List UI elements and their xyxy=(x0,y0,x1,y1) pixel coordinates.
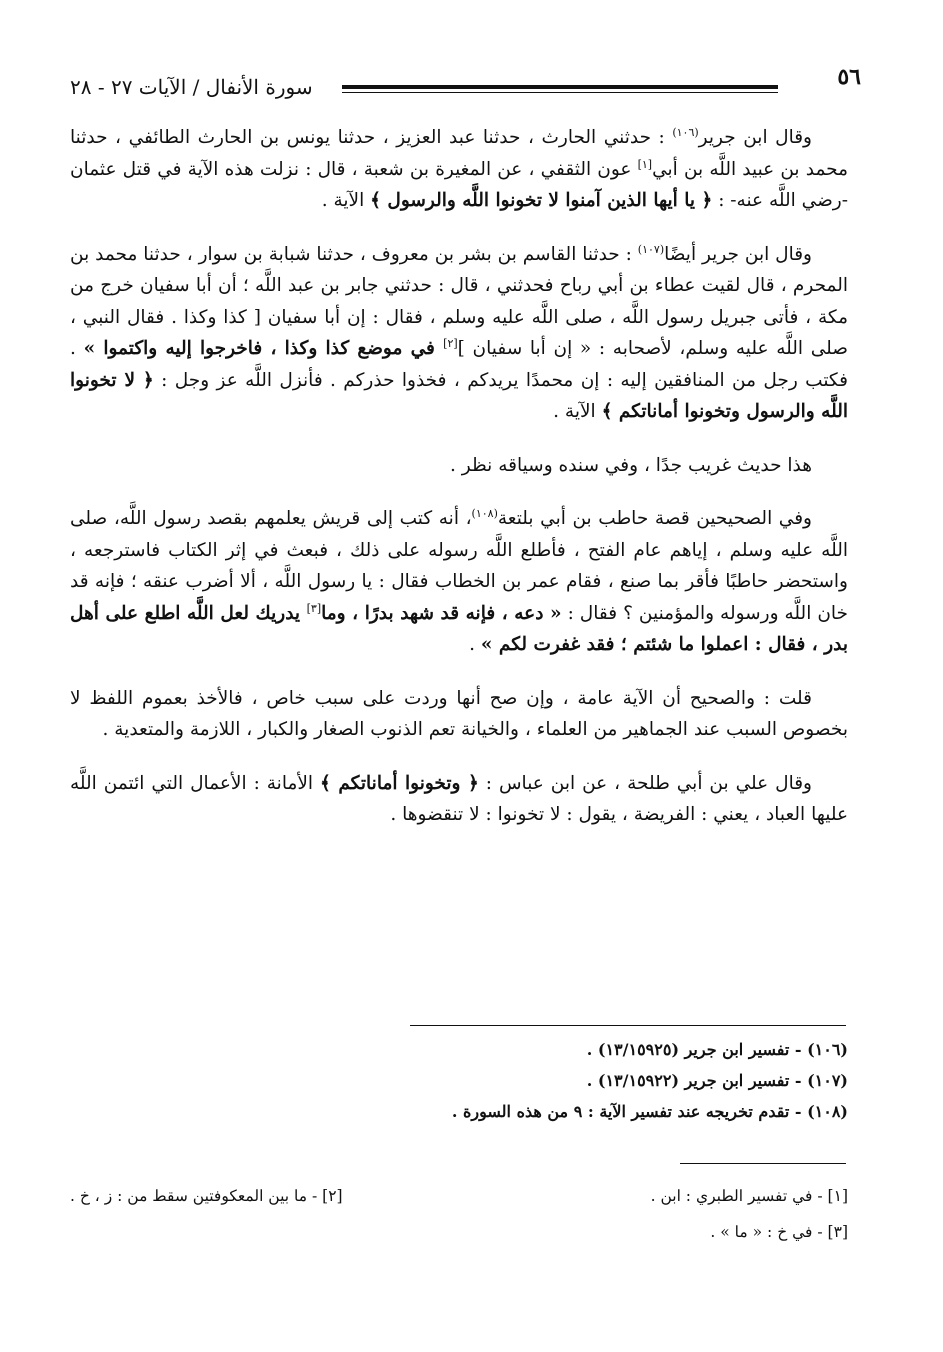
footnote-ref: (١٠٧) xyxy=(637,242,665,256)
quran-quote: ﴿ يا أيها الذين آمنوا لا تخونوا اللَّه والرسول ﴾ xyxy=(370,190,713,211)
text-segment: : حدثني الحارث ، حدثنا عبد العزيز ، حدثنا يونس بن الحارث الطائفي ، حدثنا محمد بن عبيد اللَّه بن أبي xyxy=(70,127,848,180)
apparatus-note-3: [٣] - في خ : « ما » . xyxy=(710,1223,848,1241)
paragraph-5: قلت : والصحيح أن الآية عامة ، وإن صح أنها وردت على سبب خاص ، فالأخذ بعموم اللفظ لا بخصوص السبب عند الجماهير من العلماء ، والخيانة تعم الذنوب الصغار والكبار ، اللازمة والمتعدية . xyxy=(70,687,848,740)
apparatus-row xyxy=(70,1178,848,1214)
header-rule xyxy=(342,85,778,89)
paragraph-4 xyxy=(70,503,848,661)
footnote-ref: (١٠٨) xyxy=(471,506,498,520)
header-rule-thin xyxy=(342,92,778,93)
footnote-107: (١٠٧) - تفسير ابن جرير (١٣/١٥٩٢٢) . xyxy=(586,1071,848,1090)
quran-quote: ﴿ وتخونوا أماناتكم ﴾ xyxy=(320,772,479,794)
apparatus-note-1: [١] - في تفسير الطبري : ابن . xyxy=(650,1187,848,1205)
text-segment: ، أنه كتب إلى قريش يعلمهم بقصد رسول اللَّه، صلى اللَّه عليه وسلم ، إياهم عام الفتح ، فأطلع اللَّه رسوله على ذلك ، فبعث في إثر الكتاب فاسترجعه ، واستحضر حاطبًا فأقر بما صنع ، فقام عمر بن الخطاب فقال : يا رسول اللَّه ، ألا أضرب عنقه ؛ فإنه قد خان اللَّه ورسوله والمؤمنين ؟ فقال : xyxy=(70,508,848,624)
text-segment: . فكتب رجل من المنافقين إليه : إن محمدًا يريدكم ، فخذوا حذركم . فأنزل اللَّه عز وجل : xyxy=(70,338,848,391)
hadith-bold: يدريك لعل اللَّه اطلع على أهل بدر ، فقال : اعملوا ما شئتم ؛ فقد غفرت لكم » xyxy=(70,602,848,655)
quran-quote: ﴿ لا تخونوا اللَّه والرسول وتخونوا أماناتكم ﴾ xyxy=(70,369,848,422)
footnotes xyxy=(70,1034,848,1127)
text-segment: الأمانة : الأعمال التي ائتمن اللَّه عليها العباد ، يعني : الفريضة ، يقول : لا تخونوا : لا تنقضوها . xyxy=(70,772,848,825)
hadith-bold: « دعه ، فإنه قد شهد بدرًا ، وما xyxy=(321,602,562,624)
text-segment: وفي الصحيحين قصة حاطب بن أبي بلتعة xyxy=(497,508,812,529)
footnote-106: (١٠٦) - تفسير ابن جرير (١٣/١٥٩٢٥) . xyxy=(586,1040,848,1059)
text-segment: . xyxy=(469,634,481,655)
running-title: سورة الأنفال / الآيات ٢٧ - ٢٨ xyxy=(70,75,313,99)
text-segment: عون الثقفي ، عن المغيرة بن شعبة ، قال : نزلت هذه الآية في قتل عثمان -رضي اللَّه عنه- : xyxy=(70,158,848,211)
text-segment: وقال ابن جرير xyxy=(698,127,812,148)
critical-apparatus xyxy=(70,1178,848,1250)
page-number: ٥٦ xyxy=(837,64,861,90)
footnotes-rule xyxy=(410,1025,846,1026)
paragraph-3: هذا حديث غريب جدًا ، وفي سنده وسياقه نظر . xyxy=(450,454,812,476)
paragraph-6 xyxy=(70,768,848,831)
text-segment: وقال علي بن أبي طلحة ، عن ابن عباس : xyxy=(478,772,812,794)
apparatus-ref: [٢] xyxy=(443,336,458,350)
apparatus-rule xyxy=(680,1163,846,1164)
text-segment: وقال ابن جرير أيضًا xyxy=(664,243,812,265)
apparatus-row xyxy=(70,1214,848,1250)
paragraph-1 xyxy=(70,122,848,217)
text-segment: الآية . xyxy=(553,401,602,422)
footnote-108: (١٠٨) - تقدم تخريجه عند تفسير الآية : ٩ من هذه السورة . xyxy=(451,1102,848,1121)
text-segment: الآية . xyxy=(321,190,371,211)
text-segment: : حدثنا القاسم بن بشر بن معروف ، حدثنا شبابة بن سوار ، حدثنا محمد بن المحرم ، قال لقيت عطاء بن أبي رباح فحدثني ، قال : حدثني جابر بن عبد اللَّه ؛ أن أبا سفيان خرج من مكة ، فأتى جبريل رسول اللَّه ، صلى اللَّه عليه وسلم ، فقال : إن أبا سفيان [ كذا وكذا . فقال النبي ، صلى اللَّه عليه وسلم، لأصحابه : « إن أبا سفيان ] xyxy=(70,243,848,359)
footnote-ref: (١٠٦) xyxy=(672,125,699,139)
paragraph-2 xyxy=(70,239,848,428)
apparatus-ref: [٣] xyxy=(306,601,322,615)
main-text xyxy=(70,122,848,853)
apparatus-note-2: [٢] - ما بين المعكوفتين سقط من : ز ، خ . xyxy=(70,1187,343,1205)
hadith-bold: في موضع كذا وكذا ، فاخرجوا إليه واكتموا » xyxy=(83,338,444,359)
apparatus-ref: [١] xyxy=(637,157,653,171)
